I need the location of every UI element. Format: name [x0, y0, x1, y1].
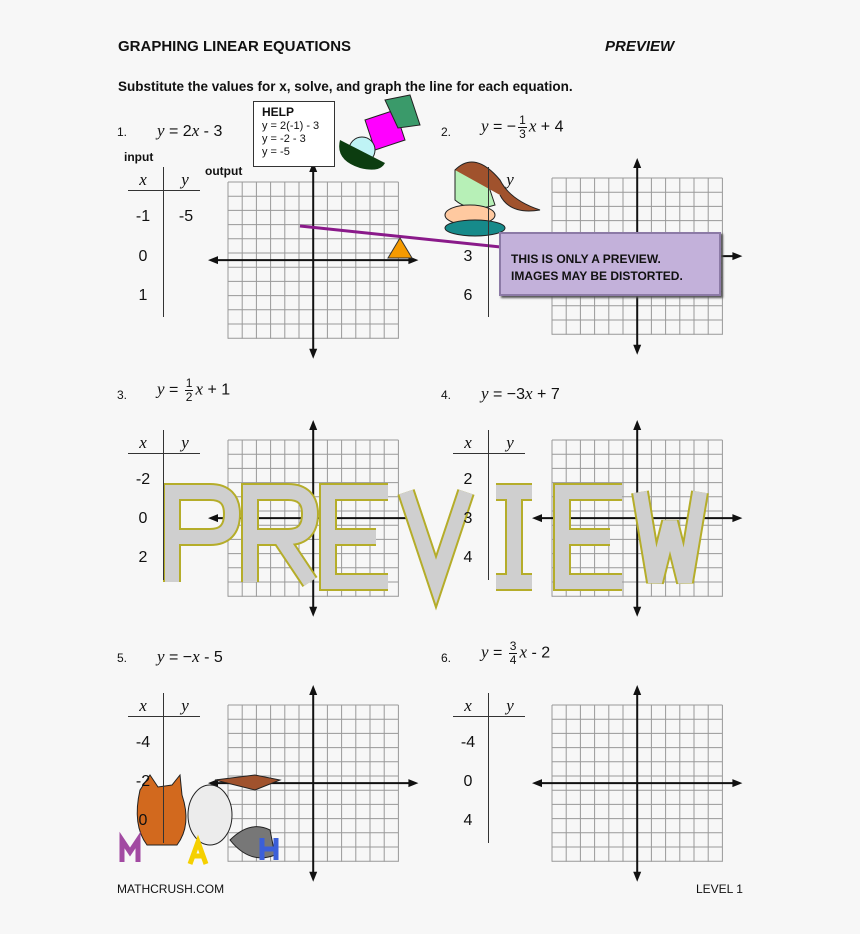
y-header: y: [506, 170, 514, 189]
x-header: x: [464, 696, 472, 715]
y-header: y: [181, 433, 189, 452]
footer-site: MATHCRUSH.COM: [117, 882, 225, 896]
output-label: output: [205, 164, 243, 178]
x-value: 1: [138, 287, 148, 304]
x-header: x: [464, 433, 472, 452]
problem-number: 5.: [117, 651, 128, 665]
help-box: HELP y = 2(-1) - 3 y = -2 - 3 y = -5: [253, 101, 335, 167]
problem-number: 3.: [117, 388, 128, 402]
x-value: -4: [135, 734, 151, 751]
seesaw-fulcrum: [388, 238, 412, 258]
equation: y = 2x - 3: [157, 121, 223, 140]
preview-callout: THIS IS ONLY A PREVIEW. IMAGES MAY BE DISTORTED.: [499, 232, 721, 296]
x-value: 4: [463, 812, 473, 829]
equation: y = −3x + 7: [481, 384, 560, 403]
y-header: y: [506, 696, 514, 715]
y-value: -5: [178, 208, 194, 225]
x-value: 6: [463, 287, 473, 304]
x-header: x: [139, 433, 147, 452]
problem-number: 1.: [117, 125, 128, 139]
footer-level: LEVEL 1: [696, 882, 743, 896]
x-header: x: [139, 170, 147, 189]
x-value: 2: [138, 549, 148, 566]
upside-down-kid-illustration: [339, 95, 420, 170]
x-value: 2: [463, 471, 473, 488]
x-value: 3: [463, 510, 473, 527]
x-value: -1: [135, 208, 151, 225]
equation: y = $\frac{1}{2}$ x + 1: [157, 376, 231, 404]
x-value: 0: [138, 510, 148, 527]
y-header: y: [506, 433, 514, 452]
worksheet-title: GRAPHING LINEAR EQUATIONS: [118, 38, 352, 55]
instructions: Substitute the values for x, solve, and graph the line for each equation.: [118, 79, 573, 94]
y-header: y: [181, 696, 189, 715]
preview-label: PREVIEW: [605, 38, 675, 55]
input-label: input: [124, 150, 154, 164]
x-value: -2: [135, 773, 151, 790]
x-value: 0: [138, 812, 148, 829]
x-value: 0: [138, 248, 148, 265]
equation: y = $\frac{3}{4}$ x - 2: [481, 639, 551, 667]
x-value: -4: [460, 734, 476, 751]
problem-number: 4.: [441, 388, 452, 402]
equation: y = −x - 5: [157, 647, 223, 666]
x-value: 3: [463, 248, 473, 265]
x-value: 4: [463, 549, 473, 566]
problem-number: 2.: [441, 125, 452, 139]
x-value: -2: [135, 471, 151, 488]
problem-number: 6.: [441, 651, 452, 665]
equation: y = − $\frac{1}{3}$ x + 4: [481, 113, 564, 141]
x-header: x: [139, 696, 147, 715]
x-value: 0: [463, 773, 473, 790]
y-header: y: [181, 170, 189, 189]
